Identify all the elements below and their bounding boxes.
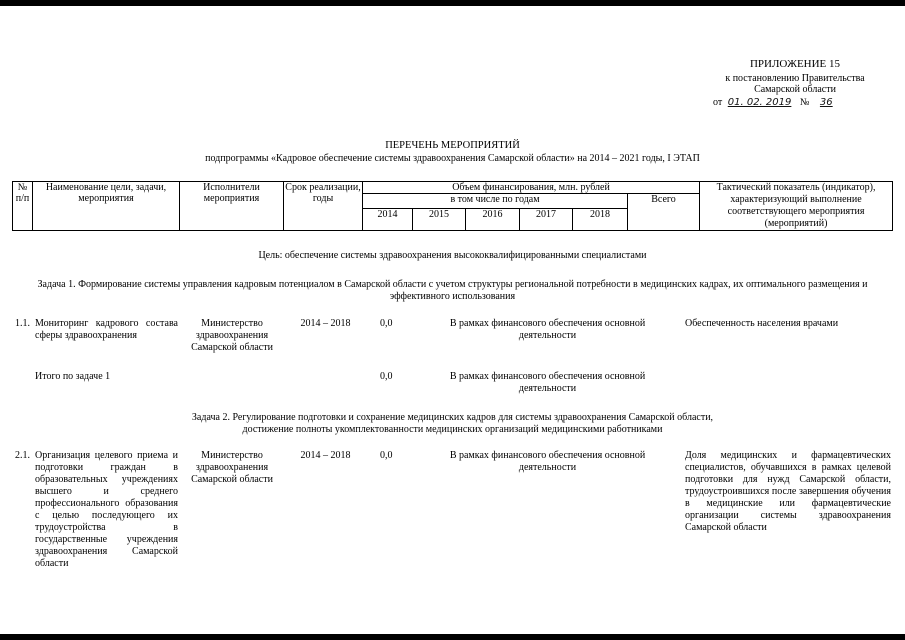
col-header-total: Всего [628,194,700,231]
col-header-executor: Исполнители мероприятия [180,182,284,231]
col-header-indicator: Тактический показатель (индикатор), характеризующий выполнение соответствующего мероприятия (мероприятий) [700,182,893,231]
measure-name: Организация целевого приема и подготовки граждан в образовательных учреждениях высшего и среднего профессионального образования с целью последующего их трудоустройства в государственные учреждения здравоохранения Самарской области [35,450,178,569]
term-value: 2014 – 2018 [300,450,351,461]
top-border [0,0,905,6]
handwritten-number: 36 [819,97,833,108]
col-header-year: 2014 [363,209,413,231]
task2-text-line1: Задача 2. Регулирование подготовки и сохранение медицинских кадров для системы здравоохранения Самарской области, [191,412,714,423]
col-header-year: 2016 [466,209,520,231]
financing-note: В рамках финансового обеспечения основной деятельности [449,318,646,341]
executor-name: Министерство здравоохранения Самарской области [191,450,273,485]
date-from-label: от [713,97,723,108]
measure-name: Мониторинг кадрового состава сферы здравоохранения [35,318,178,341]
col-header-year: 2018 [573,209,628,231]
col-header-year: 2017 [520,209,573,231]
task1-total-label: Итого по задаче 1 [35,371,111,382]
col-header-name: Наименование цели, задачи, мероприятия [33,182,180,231]
appendix-region-line: Самарской области [754,84,836,95]
financing-value: 0,0 [380,450,393,461]
appendix-title: ПРИЛОЖЕНИЕ 15 [749,58,841,70]
financing-value: 0,0 [380,318,393,329]
handwritten-date: 01. 02. 2019 [727,97,792,108]
task1-total-note: В рамках финансового обеспечения основной деятельности [449,371,646,394]
document-title: ПЕРЕЧЕНЬ МЕРОПРИЯТИЙ [385,140,520,151]
row-number: 1.1. [15,318,30,329]
number-label: № [799,97,810,108]
indicator-text: Обеспеченность населения врачами [685,318,839,329]
task2-text-line2: достижение полноты укомплектованности медицинских организаций медицинскими работниками [242,424,663,435]
task1-text: Задача 1. Формирование системы управления кадровым потенциалом в Самарской области с учетом структуры региональной потребности в медицинских кадрах, их оптимального размещения и эффективного использования [37,279,868,302]
header-table [12,181,893,231]
term-value: 2014 – 2018 [300,318,351,329]
executor-name: Министерство здравоохранения Самарской области [191,318,273,353]
appendix-decree-line: к постановлению Правительства [725,73,865,84]
task1-total-value: 0,0 [380,371,393,382]
col-header-term: Срок реализации, годы [284,182,363,231]
appendix-date-line [713,97,893,108]
document-subtitle: подпрограммы «Кадровое обеспечение системы здравоохранения Самарской области» на 2014 – 2021 годы, I ЭТАП [205,153,700,164]
col-header-year: 2015 [413,209,466,231]
indicator-text: Доля медицинских и фармацевтических специалистов, обучавшихся в рамках целевой подготовки для нужд Самарской области, трудоустроившихся после завершения обучения в медицинские или фармацевтические организации системы здравоохранения Самарской области [685,450,891,533]
col-header-by-year: в том числе по годам [363,194,628,209]
col-header-num: № п/п [13,182,33,231]
col-header-financing: Объем финансирования, млн. рублей [363,182,700,194]
bottom-border [0,634,905,640]
goal-text: Цель: обеспечение системы здравоохранения высококвалифицированными специалистами [258,250,647,261]
financing-note: В рамках финансового обеспечения основной деятельности [449,450,646,473]
row-number: 2.1. [15,450,30,461]
